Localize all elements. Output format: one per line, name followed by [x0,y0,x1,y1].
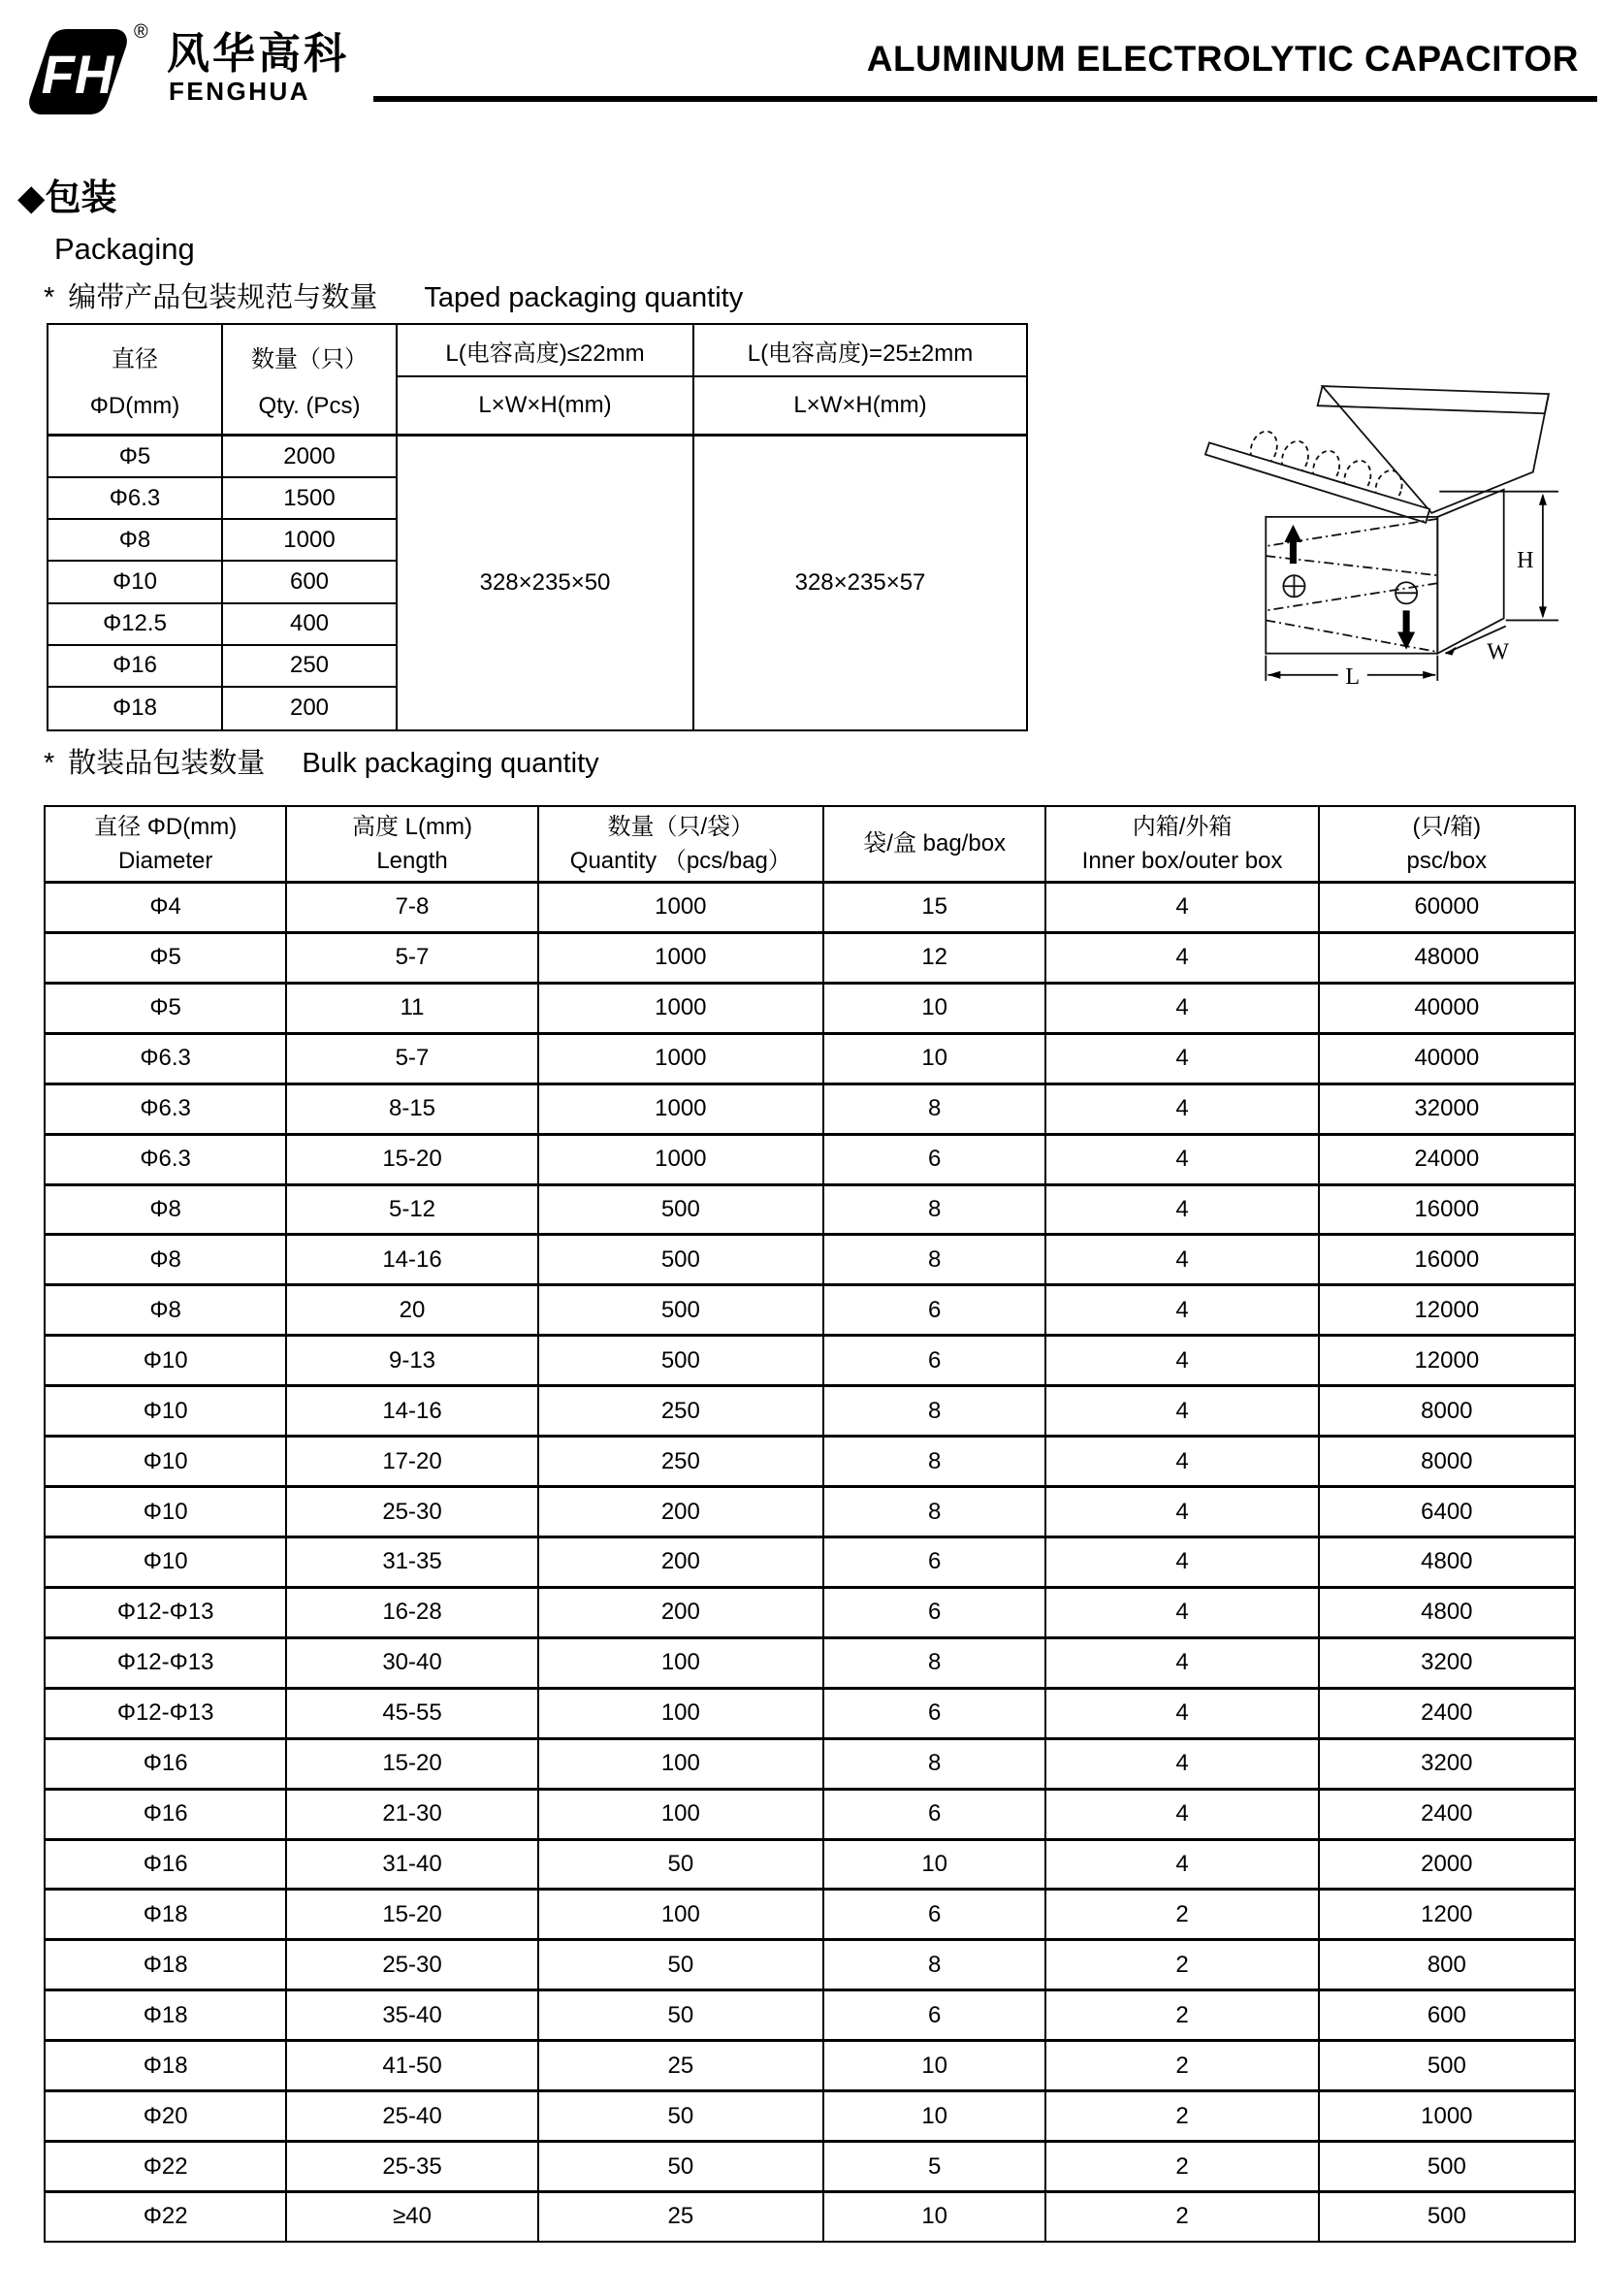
bulk-table-cell: 20 [287,1286,538,1334]
bulk-table-row [46,884,1574,934]
bulk-table-cell: 10 [824,2042,1046,2089]
bulk-table-cell: 5-12 [287,1186,538,1234]
bulk-table-cell: 35-40 [287,1991,538,2039]
bulk-table-row [46,1085,1574,1136]
bulk-table-cell: 4 [1046,1538,1319,1586]
registered-trademark-icon: ® [134,21,148,43]
arrowhead [1267,671,1280,679]
bulk-table-cell: 3200 [1421,1750,1473,1777]
bulk-table-cell: 9-13 [287,1337,538,1384]
bulk-table-cell: 4800 [1421,1548,1473,1575]
bulk-table-cell: 100 [539,1791,824,1838]
header-line: 高度 L(mm) [352,813,472,840]
header-line: ΦD(mm) [89,392,180,419]
bulk-heading-en: Bulk packaging quantity [302,748,599,779]
bulk-table-cell: Φ22 [46,2193,287,2241]
bulk-table-cell: 100 [539,1740,824,1788]
bulk-table-cell: 25-35 [287,2143,538,2190]
bulk-table-cell: 600 [1427,2001,1466,2028]
arrowhead [1539,606,1547,618]
bulk-table-cell: 21-30 [287,1791,538,1838]
bulk-table-cell: 2000 [1421,1850,1473,1877]
bulk-table-cell: 6 [824,1791,1046,1838]
bulk-table-cell: 100 [539,1639,824,1687]
bulk-table-cell: 4 [1046,985,1319,1032]
bulk-table-cell: 500 [1427,2052,1466,2079]
bulk-table-cell: Φ18 [46,1891,287,1938]
taped-table-cell: 1500 [223,478,398,520]
bulk-table-cell: 500 [539,1337,824,1384]
bulk-table-row [46,1035,1574,1085]
bulk-table-cell: 100 [539,1690,824,1737]
bulk-table-row [46,1690,1574,1740]
bulk-table-cell: 12000 [1414,1296,1480,1323]
header-line: 数量（只/袋） [607,813,754,840]
bulk-table-cell: 8 [824,1085,1046,1133]
bulk-table-cell: 100 [539,1891,824,1938]
bulk-table-cell: Φ8 [46,1186,287,1234]
asterisk-bullet: * [44,282,55,313]
bulk-table-cell: 15-20 [287,1891,538,1938]
bulk-table-row [46,2193,1574,2241]
h-dimension-label: H [1517,547,1534,574]
bulk-table-cell: 10 [824,2193,1046,2241]
taped-table-cell: 1000 [223,520,398,562]
bulk-table-cell: 11 [287,985,538,1032]
bulk-table-cell: 6 [824,1589,1046,1636]
header-line: Diameter [117,847,213,874]
bulk-table-header-row [46,807,1574,884]
bulk-table-cell: 2400 [1421,1699,1473,1727]
bulk-packaging-heading [44,749,599,780]
bulk-table-cell: 1200 [1421,1900,1473,1927]
taped-table-cell: 200 [223,688,398,729]
bulk-table-cell: 1000 [539,1136,824,1183]
bulk-table-cell: 4 [1046,1085,1319,1133]
bulk-table-row [46,1136,1574,1186]
bulk-table-cell: Φ10 [46,1538,287,1586]
bulk-table-cell: 31-35 [287,1538,538,1586]
bulk-table-cell: 6 [824,1538,1046,1586]
svg-text:FH: FH [41,44,114,105]
minus-polarity-icon [1395,582,1417,603]
header-line: psc/box [1406,847,1488,874]
section-title-cjk: ◆包装 [17,178,117,217]
col-header-height-le22: L(电容高度)≤22mm [398,325,694,377]
bulk-table-cell: ≥40 [287,2193,538,2241]
arrowhead [1423,671,1435,679]
box-size-25: 328×235×57 [794,568,926,596]
taped-heading-en: Taped packaging quantity [424,282,744,313]
bulk-table-cell: 4 [1046,1639,1319,1687]
down-arrow-icon [1397,610,1415,649]
bulk-table-cell: Φ10 [46,1337,287,1384]
bulk-table-cell: Φ12-Φ13 [46,1639,287,1687]
bulk-table-cell: 16000 [1414,1195,1480,1222]
bulk-table-cell: 12000 [1414,1346,1480,1374]
col-header-quantity [223,325,398,437]
bulk-table-cell: 500 [539,1186,824,1234]
bulk-table-row [46,934,1574,985]
page-title: ALUMINUM ELECTROLYTIC CAPACITOR [866,39,1579,79]
bulk-table-cell: 50 [539,1841,824,1889]
header-rule [373,96,1597,102]
bulk-table-cell: Φ12-Φ13 [46,1690,287,1737]
col-header-bag-box [824,807,1046,881]
bulk-table-cell: 1000 [539,1085,824,1133]
bulk-table-cell: 4 [1046,1740,1319,1788]
bulk-table-cell: 2 [1046,1991,1319,2039]
bulk-table-cell: 6 [824,1136,1046,1183]
col-header-diameter [48,325,223,437]
bulk-table-row [46,1841,1574,1892]
bulk-table-cell: Φ16 [46,1740,287,1788]
bulk-table-cell: Φ6.3 [46,1136,287,1183]
bulk-table-cell: 6 [824,1286,1046,1334]
header-line: 直径 ΦD(mm) [94,813,238,840]
bulk-table-cell: 25 [539,2193,824,2241]
bulk-table-cell: 15-20 [287,1136,538,1183]
bulk-table-row [46,1941,1574,1991]
bulk-table-body [46,884,1574,2241]
asterisk-bullet: * [44,748,55,779]
taped-table-cell: Φ12.5 [48,604,223,646]
bulk-table-cell: 25-40 [287,2092,538,2140]
bulk-table-cell: 2 [1046,2092,1319,2140]
bulk-table-cell: 30-40 [287,1639,538,1687]
bulk-table-cell: Φ10 [46,1438,287,1485]
bulk-table-cell: 800 [1427,1951,1466,1978]
bulk-table-cell: 10 [824,985,1046,1032]
header-line: 袋/盒 bag/box [863,830,1007,857]
header-line: Qty. (Pcs) [258,392,361,419]
bulk-heading-cjk: 散装品包装数量 [68,748,266,779]
logo-cjk-text: 风华高科 [167,30,349,78]
bulk-table-row [46,1740,1574,1791]
bulk-table-cell: 60000 [1414,893,1480,921]
bulk-table-cell: 8 [824,1438,1046,1485]
taped-table-cell: 2000 [223,437,398,478]
bulk-table-cell: Φ18 [46,1941,287,1989]
w-dimension-label: W [1487,638,1510,665]
bulk-table-cell: 5 [824,2143,1046,2190]
bulk-table-cell: 15 [824,884,1046,931]
bulk-table-cell: 5-7 [287,1035,538,1083]
bulk-table-cell: 2 [1046,2143,1319,2190]
bulk-table-cell: 50 [539,1991,824,2039]
bulk-table-cell: 8 [824,1639,1046,1687]
bulk-table-cell: 4 [1046,1690,1319,1737]
bulk-table-cell: 25-30 [287,1941,538,1989]
col-header-pcs-box [1320,807,1574,881]
bulk-table-cell: 250 [539,1387,824,1435]
header-line: Quantity （pcs/bag） [569,847,791,874]
bulk-table-cell: 12 [824,934,1046,982]
col-subheader-lwh: L×W×H(mm) [694,377,1026,437]
col-header-height-25: L(电容高度)=25±2mm [694,325,1026,377]
bulk-table-cell: 50 [539,2092,824,2140]
bulk-table-cell: 16-28 [287,1589,538,1636]
header-line: Length [376,847,448,874]
bulk-table-row [46,1488,1574,1538]
taped-table-cell: Φ18 [48,688,223,729]
box-size-le22: 328×235×50 [398,437,694,729]
bulk-table-cell: 16000 [1414,1245,1480,1273]
bulk-table-cell: 4 [1046,1438,1319,1485]
header-line: Inner box/outer box [1081,847,1283,874]
bulk-table-cell: 14-16 [287,1236,538,1283]
bulk-table-cell: 8 [824,1488,1046,1536]
bulk-table-cell: 4 [1046,884,1319,931]
bulk-table-cell: 2400 [1421,1800,1473,1827]
bulk-table-row [46,1186,1574,1237]
bulk-table-cell: Φ10 [46,1488,287,1536]
bulk-table-cell: 40000 [1414,994,1480,1021]
bulk-table-cell: 4 [1046,1186,1319,1234]
taped-packaging-table [47,323,1028,731]
bulk-table-cell: 10 [824,2092,1046,2140]
bulk-table-cell: 24000 [1414,1146,1480,1173]
col-header-inner-outer-box [1046,807,1319,881]
bulk-table-cell: 41-50 [287,2042,538,2089]
bulk-table-cell: 8000 [1421,1447,1473,1474]
bulk-table-cell: Φ6.3 [46,1085,287,1133]
bulk-table-cell: 4 [1046,1387,1319,1435]
bulk-table-cell: 15-20 [287,1740,538,1788]
bulk-table-cell: 8 [824,1186,1046,1234]
bulk-table-cell: 25-30 [287,1488,538,1536]
bulk-table-cell: 8 [824,1740,1046,1788]
taped-table-cell: 400 [223,604,398,646]
bulk-table-cell: 4 [1046,934,1319,982]
bulk-table-cell: 10 [824,1841,1046,1889]
bulk-table-row [46,1891,1574,1941]
taped-table-cell: Φ8 [48,520,223,562]
bulk-table-cell: 2 [1046,2193,1319,2241]
carrier-tape [1205,442,1429,522]
bulk-table-cell: 4 [1046,1337,1319,1384]
bulk-table-cell: 50 [539,2143,824,2190]
bulk-table-cell: Φ6.3 [46,1035,287,1083]
bulk-table-cell: Φ12-Φ13 [46,1589,287,1636]
bulk-table-cell: Φ16 [46,1841,287,1889]
bulk-table-cell: 25 [539,2042,824,2089]
bulk-table-cell: 4800 [1421,1599,1473,1626]
bulk-table-cell: Φ18 [46,1991,287,2039]
header-line: 直径 [112,345,158,372]
bulk-table-cell: Φ18 [46,2042,287,2089]
bulk-table-cell: 17-20 [287,1438,538,1485]
col-subheader-lwh: L×W×H(mm) [398,377,694,437]
bulk-packaging-table [44,805,1576,2243]
taped-table-cell: Φ16 [48,646,223,688]
bulk-table-cell: 6400 [1421,1498,1473,1525]
logo-latin-text: FENGHUA [169,77,311,106]
bulk-table-cell: 4 [1046,1136,1319,1183]
taped-table-cell: Φ6.3 [48,478,223,520]
bulk-table-cell: 1000 [539,884,824,931]
bulk-table-cell: 50 [539,1941,824,1989]
bulk-table-row [46,1589,1574,1639]
bulk-table-row [46,1791,1574,1841]
bulk-table-cell: 14-16 [287,1387,538,1435]
bulk-table-cell: Φ8 [46,1286,287,1334]
col-header-diameter [46,807,287,881]
bulk-table-cell: 500 [539,1286,824,1334]
bulk-table-cell: 2 [1046,1941,1319,1989]
bulk-table-row [46,1236,1574,1286]
bulk-table-cell: 32000 [1414,1095,1480,1122]
bulk-table-cell: 8 [824,1236,1046,1283]
packaging-box-diagram [1203,371,1571,712]
bulk-table-cell: 1000 [539,934,824,982]
l-dimension-label: L [1345,663,1361,690]
bulk-table-cell: 8 [824,1941,1046,1989]
bulk-table-cell: 4 [1046,1841,1319,1889]
taped-table-cell: 600 [223,562,398,603]
section-title-en: Packaging [54,232,195,266]
bulk-table-cell: 4 [1046,1488,1319,1536]
bulk-table-cell: 2 [1046,2042,1319,2089]
bulk-table-cell: 3200 [1421,1649,1473,1676]
taped-heading-cjk: 编带产品包装规范与数量 [68,282,378,313]
bulk-table-cell: Φ5 [46,985,287,1032]
bulk-table-cell: 200 [539,1589,824,1636]
arrowhead [1539,494,1547,505]
bulk-table-cell: Φ20 [46,2092,287,2140]
bulk-table-cell: 500 [1427,2203,1466,2230]
taped-packaging-heading [44,283,743,314]
bulk-table-row [46,2143,1574,2193]
bulk-table-cell: 4 [1046,1286,1319,1334]
bulk-table-cell: 1000 [1421,2102,1473,2129]
bulk-table-cell: 6 [824,1690,1046,1737]
taped-table-cell: 250 [223,646,398,688]
bulk-table-cell: Φ4 [46,884,287,931]
bulk-table-cell: 4 [1046,1236,1319,1283]
bulk-table-row [46,1639,1574,1690]
bulk-table-cell: Φ22 [46,2143,287,2190]
bulk-table-cell: Φ8 [46,1236,287,1283]
header-line: 数量（只） [251,345,368,372]
bulk-table-cell: 48000 [1414,944,1480,971]
bulk-table-cell: 4 [1046,1035,1319,1083]
bulk-table-cell: 5-7 [287,934,538,982]
bulk-table-cell: 1000 [539,1035,824,1083]
bulk-table-cell: 250 [539,1438,824,1485]
bulk-table-cell: 45-55 [287,1690,538,1737]
bulk-table-row [46,1538,1574,1589]
plus-polarity-icon [1283,575,1304,597]
bulk-table-cell: 4 [1046,1589,1319,1636]
taped-table-cell: Φ10 [48,562,223,603]
col-header-quantity [539,807,824,881]
bulk-table-cell: 6 [824,1991,1046,2039]
bulk-table-row [46,1286,1574,1337]
bulk-table-cell: 500 [1427,2152,1466,2180]
bulk-table-cell: 31-40 [287,1841,538,1889]
fenghua-logo-icon [27,27,130,116]
bulk-table-row [46,985,1574,1035]
col-header-length [287,807,538,881]
bulk-table-cell: 1000 [539,985,824,1032]
taped-table-cell: Φ5 [48,437,223,478]
bulk-table-row [46,2042,1574,2092]
bulk-table-cell: 4 [1046,1791,1319,1838]
bulk-table-cell: 8000 [1421,1397,1473,1424]
bulk-table-cell: 8 [824,1387,1046,1435]
bulk-table-row [46,1438,1574,1488]
bulk-table-cell: 40000 [1414,1045,1480,1072]
bulk-table-cell: 10 [824,1035,1046,1083]
bulk-table-cell: Φ5 [46,934,287,982]
bulk-table-cell: 200 [539,1488,824,1536]
bulk-table-cell: 6 [824,1891,1046,1938]
header-line: 内箱/外箱 [1132,813,1233,840]
bulk-table-cell: Φ16 [46,1791,287,1838]
bulk-table-cell: 6 [824,1337,1046,1384]
bulk-table-row [46,1387,1574,1438]
box-side-face [1437,490,1503,654]
bulk-table-cell: 200 [539,1538,824,1586]
bulk-table-cell: Φ10 [46,1387,287,1435]
bulk-table-row [46,1991,1574,2042]
bulk-table-row [46,1337,1574,1387]
bulk-table-cell: 8-15 [287,1085,538,1133]
bulk-table-cell: 500 [539,1236,824,1283]
bulk-table-cell: 7-8 [287,884,538,931]
bulk-table-cell: 2 [1046,1891,1319,1938]
header-line: (只/箱) [1412,813,1482,840]
bulk-table-row [46,2092,1574,2143]
